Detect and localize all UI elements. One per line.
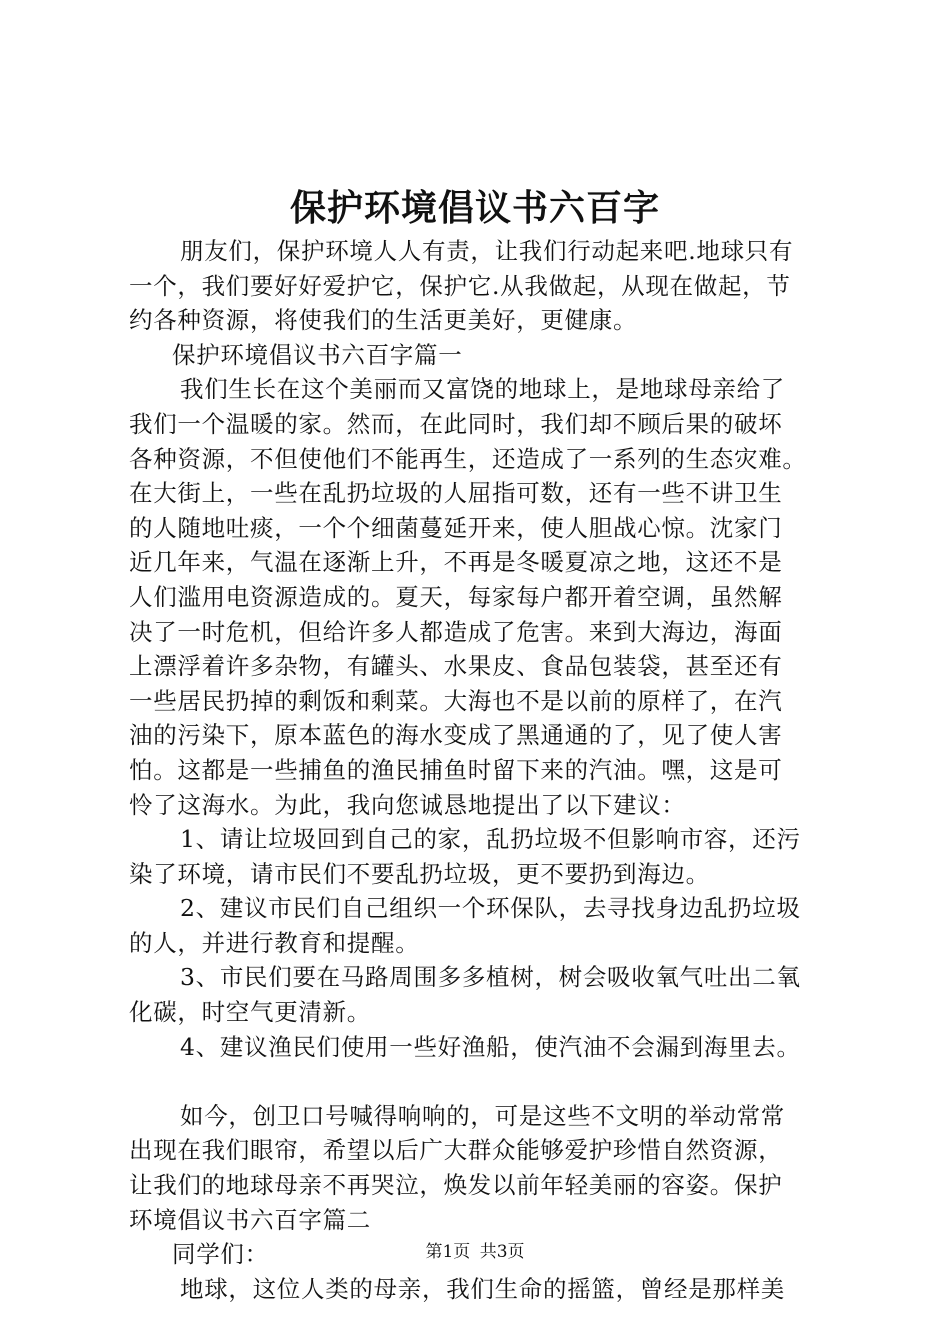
paragraph-line: 油的污染下，原本蓝色的海水变成了黑通通的了，见了使人害 [129,721,783,750]
paragraph-line: 怕。这都是一些捕鱼的渔民捕鱼时留下来的汽油。嘿，这是可 [129,755,783,784]
paragraph-line: 如今，创卫口号喊得响响的，可是这些不文明的举动常常 [180,1101,785,1130]
paragraph-line: 出现在我们眼帘，希望以后广大群众能够爱护珍惜自然资源， [129,1136,783,1165]
list-item-continuation: 的人，并进行教育和提醒。 [129,928,420,957]
list-item-continuation: 化碳，时空气更清新。 [129,998,371,1027]
salutation: 同学们： [172,1240,269,1269]
page-footer [0,1241,950,1263]
list-item-continuation: 染了环境，请市民们不要乱扔垃圾，更不要扔到海边。 [129,859,710,888]
list-item: 2、建议市民们自己组织一个环保队，去寻找身边乱扔垃圾 [180,894,801,923]
list-item: 4、建议渔民们使用一些好渔船，使汽油不会漏到海里去。 [180,1032,801,1061]
paragraph-line: 朋友们，保护环境人人有责，让我们行动起来吧.地球只有 [180,237,794,265]
list-item: 3、市民们要在马路周围多多植树，树会吸收氧气吐出二氧 [180,963,801,992]
paragraph-line: 各种资源，不但使他们不能再生，还造成了一系列的生态灾难。 [129,444,807,473]
section-heading: 保护环境倡议书六百字篇一 [172,340,463,369]
paragraph-line: 我们生长在这个美丽而又富饶的地球上，是地球母亲给了 [180,375,785,404]
section-heading: 环境倡议书六百字篇二 [129,1205,371,1234]
paragraph-line: 一些居民扔掉的剩饭和剩菜。大海也不是以前的原样了，在汽 [129,686,783,715]
paragraph-line: 决了一时危机，但给许多人都造成了危害。来到大海边，海面 [129,617,783,646]
paragraph-line: 人们滥用电资源造成的。夏天，每家每户都开着空调，虽然解 [129,582,783,611]
paragraph-line: 在大街上，一些在乱扔垃圾的人屈指可数，还有一些不讲卫生 [129,479,783,508]
paragraph-line: 近几年来，气温在逐渐上升，不再是冬暖夏凉之地，这还不是 [129,548,783,577]
paragraph-line: 一个，我们要好好爱护它，保护它.从我做起，从现在做起，节 [129,271,791,300]
page-total: 共3页 [479,1242,525,1262]
document-title: 保护环境倡议书六百字 [289,187,660,229]
paragraph-line: 怜了这海水。为此，我向您诚恳地提出了以下建议： [129,790,686,819]
list-item: 1、请让垃圾回到自己的家，乱扔垃圾不但影响市容，还污 [180,825,801,854]
document-body [129,234,831,1306]
page-number: 第1页 [425,1242,471,1262]
paragraph-line: 我们一个温暖的家。然而，在此同时，我们却不顾后果的破坏 [129,409,783,438]
paragraph-line: 让我们的地球母亲不再哭泣，焕发以前年轻美丽的容姿。保护 [129,1171,783,1200]
blank-line [129,1064,831,1099]
paragraph-line: 上漂浮着许多杂物，有罐头、水果皮、食品包装袋，甚至还有 [129,652,783,681]
paragraph-line: 的人随地吐痰，一个个细菌蔓延开来，使人胆战心惊。沈家门 [129,513,783,542]
paragraph-line: 地球，这位人类的母亲，我们生命的摇篮，曾经是那样美 [180,1274,785,1303]
paragraph-line: 约各种资源，将使我们的生活更美好，更健康。 [129,306,638,335]
